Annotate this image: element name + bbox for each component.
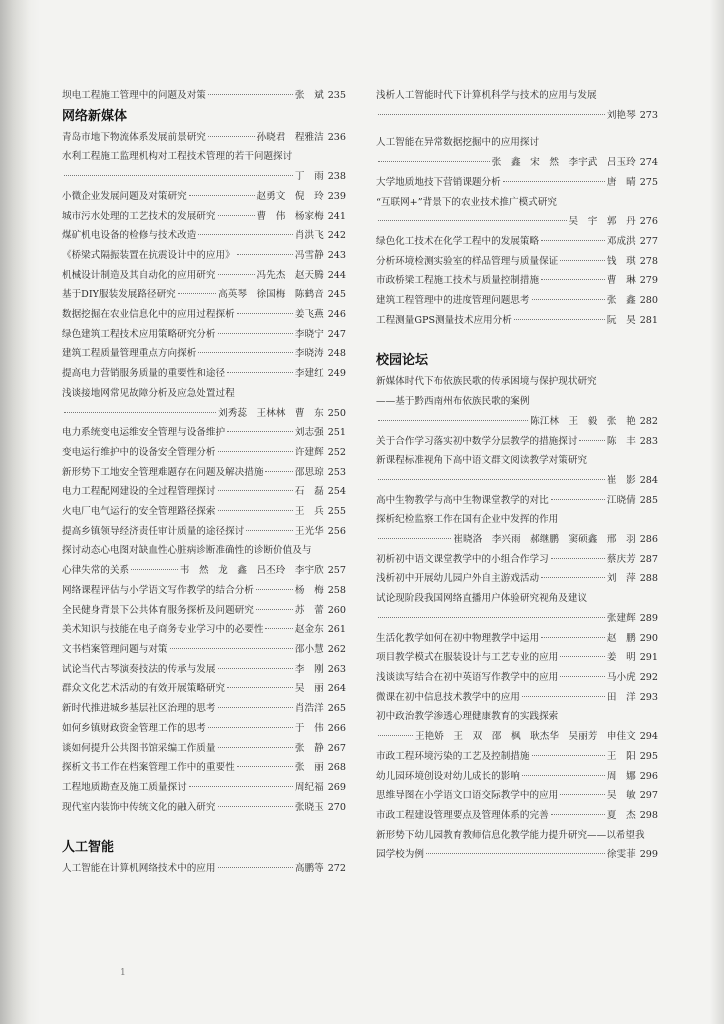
toc-entry-continuation[interactable]: 刘艳琴 273 [376,106,658,126]
toc-entry[interactable]: 生活化教学如何在初中物理教学中运用 赵 鹏 290 [376,632,658,644]
toc-entry[interactable]: 分析环境检测实验室的样品管理与质量保证 钱 琪 278 [376,255,658,267]
toc-entry[interactable]: 幼儿园环境创设对幼儿成长的影响 周 娜 296 [376,770,658,782]
toc-entry-continuation[interactable]: 丁 雨 238 [62,167,346,187]
section-heading: 网络新媒体 [62,108,128,124]
toc-entry[interactable]: 电力系统变电运维安全管理与设备维护 刘志强 251 [62,427,346,439]
toc-entry[interactable]: 建筑工程质量管理重点方向探析 李晓涛 248 [62,348,346,360]
toc-entry-title-line[interactable]: 初中政治教学渗透心理健康教育的实践探索 [376,711,559,723]
toc-entry[interactable]: 基于DIY服装发展路径研究 高英琴 徐国梅 陈鹤音 245 [62,289,346,301]
toc-entry-title-line[interactable]: 新形势下幼儿园教育教师信息化教学能力提升研究——以希望我 [376,829,645,841]
left-column [62,86,346,879]
toc-entry[interactable]: 提高乡镇领导经济责任审计质量的途径探讨 王光华 256 [62,525,346,537]
toc-entry[interactable]: 初析初中语文课堂教学中的小组合作学习 蔡庆芳 287 [376,553,658,565]
toc-entry[interactable]: 数据挖掘在农业信息化中的应用过程探析 姜飞燕 246 [62,309,346,321]
toc-entry[interactable]: 群众文化艺术活动的有效开展策略研究 吴 丽 264 [62,683,346,695]
toc-entry[interactable]: 微课在初中信息技术教学中的应用 田 洋 293 [376,691,658,703]
toc-entry[interactable]: 谈如何提升公共图书馆采编工作质量 张 静 267 [62,742,346,754]
toc-entry[interactable]: 文书档案管理问题与对策 邵小慧 262 [62,643,346,655]
section-heading: 人工智能 [62,840,115,856]
toc-entry-continuation[interactable]: 王艳娇 王 双 邵 枫 耿杰华 吴丽芳 申佳文 294 [376,727,658,747]
toc-entry[interactable]: 美术知识与技能在电子商务专业学习中的必要性 赵金东 261 [62,624,346,636]
toc-entry[interactable]: 如何乡镇财政资金管理工作的思考 于 伟 266 [62,722,346,734]
toc-entry[interactable]: 关于合作学习落实初中数学分层教学的措施探讨 陈 丰 283 [376,435,658,447]
toc-entry-title-line[interactable]: “互联网+”背景下的农业技术推广模式研究 [376,196,557,208]
toc-entry[interactable]: 人工智能在计算机网络技术中的应用 高鹏等 272 [62,863,346,875]
toc-entry-continuation[interactable]: 崔晓洛 李兴雨 郝继鹏 窦硕鑫 邢 羽 286 [376,530,658,550]
toc-entry[interactable]: 变电运行维护中的设备安全管理分析 许建辉 252 [62,446,346,458]
toc-entry[interactable]: 煤矿机电设备的检修与技术改造 肖洪飞 242 [62,230,346,242]
toc-entry[interactable]: 坝电工程施工管理中的问题及对策 张 斌 235 [62,90,346,101]
scan-shadow-left [0,0,40,1024]
toc-entry-continuation[interactable]: 张 鑫 宋 然 李宇武 吕玉玲 274 [376,153,658,173]
toc-entry[interactable]: 《桥梁式隔振装置在抗震设计中的应用》 冯雪静 243 [62,249,346,261]
toc-entry[interactable]: 试论当代古琴演奏技法的传承与发展 李 刚 263 [62,663,346,675]
toc-entry[interactable]: 现代室内装饰中传统文化的融入研究 张晓玉 270 [62,801,346,813]
toc-entry[interactable]: 心律失常的关系 韦 然 龙 鑫 吕丕玲 李宇欣 257 [62,565,346,577]
toc-entry[interactable]: 市政工程环境污染的工艺及控制措施 王 阳 295 [376,750,658,762]
toc-entry[interactable]: 思维导图在小学语文口语交际教学中的应用 吴 敏 297 [376,790,658,802]
toc-entry[interactable]: 绿色化工技术在化学工程中的发展策略 邓成洪 277 [376,235,658,247]
toc-entry-title-line[interactable]: 试论现阶段我国网络直播用户体验研究视角及建议 [376,593,588,605]
toc-entry[interactable]: 青岛市地下物流体系发展前景研究 孙晓君 程雅洁 236 [62,131,346,143]
toc-entry-continuation[interactable]: 吴 宇 郭 丹 276 [376,212,658,232]
toc-entry[interactable]: 项目教学模式在服装设计与工艺专业的应用 姜 明 291 [376,652,658,664]
toc-entry-title-line[interactable]: 探讨动态心电图对缺血性心脏病诊断准确性的诊断价值及与 [62,545,312,557]
toc-entry-title-line[interactable]: 探析纪检监察工作在国有企业中发挥的作用 [376,514,559,526]
toc-entry-continuation[interactable]: 张建辉 289 [376,609,658,629]
section-heading: 校园论坛 [376,353,429,369]
toc-entry-title-line[interactable]: 新课程标准视角下高中语文群文阅读教学对策研究 [376,455,588,467]
toc-entry-continuation[interactable]: 陈江林 王 毅 张 艳 282 [376,412,658,432]
toc-entry[interactable]: 浅析初中开展幼儿园户外自主游戏活动 刘 萍 288 [376,573,658,585]
toc-entry-title-line[interactable]: 浅析人工智能时代下计算机科学与技术的应用与发展 [376,90,597,101]
toc-entry[interactable]: 小微企业发展问题及对策研究 赵勇文 倪 玲 239 [62,190,346,202]
page-mark: 1 [120,968,126,978]
toc-entry[interactable]: 机械设计制造及其自动化的应用研究 冯先杰 赵天腾 244 [62,269,346,281]
toc-entry[interactable]: 绿色建筑工程技术应用策略研究分析 李晓宁 247 [62,328,346,340]
toc-entry-title-line[interactable]: 浅谈接地网常见故障分析及应急处置过程 [62,387,235,399]
toc-entry[interactable]: 探析文书工作在档案管理工作中的重要性 张 丽 268 [62,762,346,774]
toc-entry[interactable]: 园学校为例 徐雯菲 299 [376,849,658,861]
toc-entry[interactable]: 新时代推进城乡基层社区治理的思考 肖浩洋 265 [62,703,346,715]
toc-entry-continuation[interactable]: 崔 影 284 [376,471,658,491]
toc-entry[interactable]: 大学地质地技下营销课题分析 唐 晴 275 [376,176,658,188]
toc-entry[interactable]: 网络课程评估与小学语文写作教学的结合分析 杨 梅 258 [62,584,346,596]
toc-entry[interactable]: 市政桥梁工程施工技术与质量控制措施 曹 琳 279 [376,275,658,287]
toc-entry[interactable]: 火电厂电气运行的安全管理路径探索 王 兵 255 [62,506,346,518]
toc-entry[interactable]: 建筑工程管理中的进度管理问题思考 张 鑫 280 [376,295,658,307]
right-column [376,86,658,865]
toc-entry-title-line[interactable]: 新媒体时代下布依族民歌的传承困境与保护现状研究 [376,376,597,388]
toc-entry[interactable]: 工程测量GPS测量技术应用分析 阮 昊 281 [376,314,658,326]
toc-entry[interactable]: 城市污水处理的工艺技术的发展研究 曹 伟 杨家梅 241 [62,210,346,222]
toc-entry[interactable]: 市政工程建设管理要点及管理体系的完善 夏 杰 298 [376,809,658,821]
toc-entry[interactable]: 新形势下工地安全管理难题存在问题及解决措施 邵思琼 253 [62,466,346,478]
toc-entry[interactable]: 电力工程配网建设的全过程管理探讨 石 磊 254 [62,486,346,498]
toc-entry[interactable]: 全民健身背景下公共体育服务探析及问题研究 苏 蕾 260 [62,604,346,616]
toc-entry[interactable]: 浅谈读写结合在初中英语写作教学中的应用 马小虎 292 [376,671,658,683]
toc-entry[interactable]: 高中生物教学与高中生物课堂教学的对比 江晓倩 285 [376,494,658,506]
toc-entry[interactable]: 工程地质勘查及施工质量探讨 周纪福 269 [62,781,346,793]
scan-shadow-right [710,0,724,1024]
toc-entry[interactable]: 提高电力营销服务质量的重要性和途径 李建红 249 [62,368,346,380]
toc-entry-subtitle-line[interactable]: ——基于黔西南州布依族民歌的案例 [376,396,530,408]
toc-entry-continuation[interactable]: 刘秀蕊 王林林 曹 东 250 [62,404,346,424]
toc-entry-title-line[interactable]: 人工智能在异常数据挖掘中的应用探讨 [376,137,540,149]
toc-entry-title-line[interactable]: 水利工程施工监理机构对工程技术管理的若干问题探讨 [62,151,293,163]
